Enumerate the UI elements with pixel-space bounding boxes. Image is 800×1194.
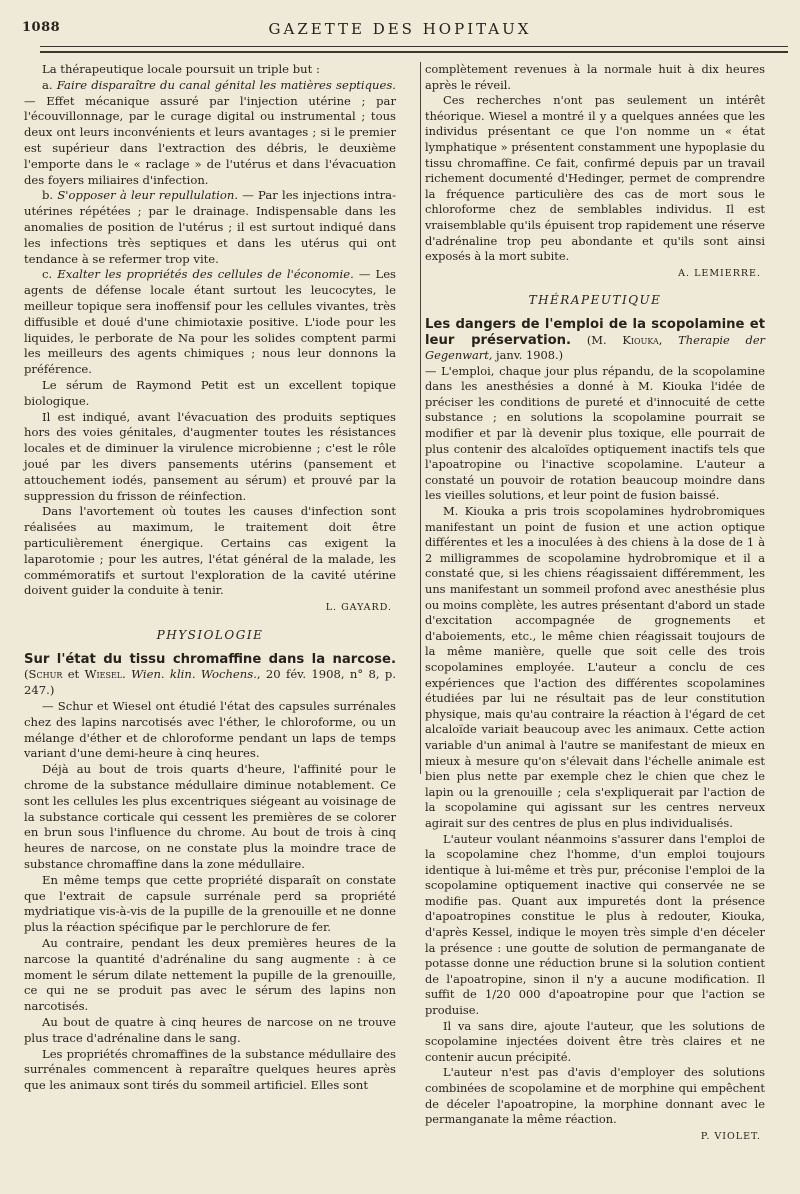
article-reference: , 20 fév. 1908, n° 8, p. 247.) xyxy=(24,667,397,698)
point-c-paragraph xyxy=(24,267,396,378)
abortion-paragraph: Dans l'avortement où toutes les causes d'infection sont réalisées au maximum, le traitement doit être particulièrement énergique. Certains cas exigent la laparotomie ; pour les autres, l'état général de la malade, les commémoratifs et surtout l'exploration de la cavité utérine doivent guider la conduite à tenir. xyxy=(24,504,396,598)
author-and: et xyxy=(67,667,80,682)
journal-name: Wien. klin. Wochens. xyxy=(131,667,257,682)
author-wiesel: Wiesel. xyxy=(84,667,126,682)
bout-paragraph: Au bout de quatre à cinq heures de narcose on ne trouve plus trace d'adrénaline dans le sang. xyxy=(24,1015,396,1045)
point-a-label: a. xyxy=(42,77,53,92)
signature-gayard: L. GAYARD. xyxy=(325,602,392,614)
column-divider xyxy=(420,62,421,774)
point-b-paragraph xyxy=(24,188,396,267)
point-b-title: S'opposer à leur repullulation. xyxy=(57,188,239,203)
point-a-paragraph xyxy=(24,78,396,189)
indication-paragraph: Il est indiqué, avant l'évacuation des produits septiques hors des voies génitales, d'augmenter toutes les résistances locales et de diminuer la virulence microbienne ; c'est le rôle joué par les divers pansements utérins (pansement et attouchement iodés, pansement au sérum) et prouvé par la suppression du frisson de réinfection. xyxy=(24,409,396,503)
article-scopolamine-heading xyxy=(425,317,765,364)
journal-name: Therapie der Gegenwart, xyxy=(425,332,766,363)
intro-paragraph: La thérapeutique locale poursuit un triple but : xyxy=(42,62,320,76)
continuation-paragraph: complètement revenues à la normale huit à dix heures après le réveil. xyxy=(425,62,765,92)
point-c-label: c. xyxy=(42,267,53,282)
proprietes-paragraph: Les propriétés chromaffines de la substance médullaire des surrénales commencent à reparaître quelques heures après que les animaux sont tirés du sommeil artificiel. Elles sont xyxy=(24,1046,396,1093)
section-therapeutique: THÉRAPEUTIQUE xyxy=(528,293,662,308)
article-ref-open: ( xyxy=(24,667,29,682)
recherches-paragraph: Ces recherches n'ont pas seulement un intérêt théorique. Wiesel a montré il y a quelques années que les individus présentant ce que l'on nomme un « état lymphatique » présentent constamment une hypoplasie du tissu chromaffine. Ce fait, confirmé depuis par un travail richement documenté d'Hedinger, permet de comprendre la fréquence particulière des cas de mort sous le chloroforme chez de semblables individus. Il est vraisemblable qu'ils épuisent trop rapidement une réserve d'adrénaline trop peu abondante et qu'ils sont ainsi exposés à la mort subite. xyxy=(425,93,765,264)
contraire-paragraph: Au contraire, pendant les deux premières heures de la narcose la quantité d'adrénaline du sang augmente : à ce moment le sérum dilate nettement la pupille de la grenouille, ce qui ne se produit pas avec le sérum des lapins non narcotisés. xyxy=(24,936,396,1014)
point-c-title: Exalter les propriétés des cellules de l'économie. xyxy=(57,267,354,282)
left-column xyxy=(24,62,396,1094)
signature-violet: P. VIOLET. xyxy=(700,1130,761,1142)
author-schur: Schur xyxy=(28,667,63,682)
header-rule xyxy=(40,46,788,47)
auteur-paragraph: L'auteur voulant néanmoins s'assurer dans l'emploi de la scopolamine chez l'homme, d'un emploi toujours identique à lui-même et très pur, préconise l'emploi de la scopolamine optiquement inactive qui conservée ne se modifie pas. Quant aux impuretés dont la présence d'apoatropines constitue le plus à redouter, Kiouka, d'après Kessel, indique le moyen très simple d'en déceler la présence : une goutte de solution de permanganate de potasse donne une réduction brune si la solution contient de l'apoatropine, sinon il n'y a aucune modification. Il suffit de 1/20 000 d'apoatropine pour que l'action se produise. xyxy=(425,831,765,1018)
serum-paragraph: Le sérum de Raymond Petit est un excellent topique biologique. xyxy=(24,377,396,408)
va-sans-dire-paragraph: Il va sans dire, ajoute l'auteur, que les solutions de scopolamine injectées doivent être très claires et ne contenir aucun précipité. xyxy=(425,1018,765,1064)
schur-paragraph: — Schur et Wiesel ont étudié l'état des capsules surrénales chez des lapins narcotisés avec l'éther, le chloroforme, ou un mélange d'éther et de chloroforme pendant un laps de temps variant d'une demi-heure à cinq heures. xyxy=(24,699,396,761)
point-b-body: — Par les injections intra-utérines répétées ; par le drainage. Indispensable dans les anomalies de position de l'utérus ; il est surtout indiqué dans les infections très septiques et dans les utérus qui ont tendance à se refermer trop vite. xyxy=(24,188,397,266)
signature-lemierre: A. LEMIERRE. xyxy=(678,267,761,279)
point-a-body: — Effet mécanique assuré par l'injection utérine ; par l'écouvillonnage, par le curage digital ou instrumental ; tous deux ont leurs inconvénients et leurs avantages ; si le premier est supérieur dans l'extraction des débris, le deuxième l'emporte dans le « raclage » de l'utérus et dans l'évacuation des foyers miliaires d'infection. xyxy=(24,93,396,187)
point-a-title: Faire disparaître du canal génital les matières septiques. xyxy=(56,77,396,92)
article-ref-open: (M. xyxy=(586,332,607,347)
section-physiologie: PHYSIOLOGIE xyxy=(156,627,264,642)
article-chromaffine-heading xyxy=(24,652,396,699)
article-chromaffine-title: Sur l'état du tissu chromaffine dans la narcose. xyxy=(24,651,396,667)
running-head: GAZETTE DES HOPITAUX xyxy=(268,20,532,38)
meme-temps-paragraph: En même temps que cette propriété disparaît on constate que l'extrait de capsule surrénale perd sa propriété mydriatique vis-à-vis de la pupille de la grenouille et ne donne plus la réaction spécifique par le perchlorure de fer. xyxy=(24,872,396,935)
point-b-label: b. xyxy=(42,188,54,203)
author-kiouka: Kiouka, xyxy=(622,332,663,347)
right-column xyxy=(425,62,765,1144)
article-reference: janv. 1908.) xyxy=(496,348,564,363)
point-c-body: — Les agents de défense locale étant surtout les leucocytes, le meilleur topique sera inoffensif pour les cellules vivantes, très diffusible et doué d'une chimiotaxie positive. L'iode pour les liquides, le perborate de Na pour les solides comptent parmi les meilleurs des agents chimiques ; nous leur donnons la préférence. xyxy=(24,267,397,377)
header-rule-thick xyxy=(40,51,788,53)
deja-paragraph: Déjà au bout de trois quarts d'heure, l'affinité pour le chrome de la substance médullaire diminue notablement. Ce sont les cellules les plus excentriques siégeant au voisinage de la substance corticale qui cessent les premières de se colorer en brun sous l'influence du chrome. Au bout de trois à cinq heures de narcose, on ne constate plus la moindre trace de substance chromaffine dans la zone médullaire. xyxy=(24,762,396,872)
kiouka-paragraph: M. Kiouka a pris trois scopolamines hydrobromiques manifestant un point de fusion et une action optique différentes et les a inoculées à des chiens à la dose de 1 à 2 milligrammes de scopolamine hydrobromique et il a constaté que, si les chiens réagissaient différemment, les uns manifestant un sommeil profond avec anesthésie plus ou moins complète, les autres présentant d'abord un stade d'excitation accompagnée de grognements et d'aboiements, etc., le même chien réagissait toujours de la même manière, quelle que soit celle des trois scopolamines employée. L'auteur a conclu de ces expériences que l'action des différentes scopolamines étudiées par lui ne résultait pas de leur constitution physique, mais qu'au contraire la réaction à l'égard de cet alcaloïde variait beaucoup avec les animaux. Cette action variable d'un animal à l'autre se manifestant de mieux en mieux à mesure qu'on s'élevait dans l'échelle animale est bien plus nette par exemple chez le chien que chez le lapin ou la grenouille ; cela s'expliquerait par l'action de la scopolamine qui agissant sur les centres nerveux agirait sur des centres de plus en plus individualisés. xyxy=(425,504,765,830)
avis-paragraph: L'auteur n'est pas d'avis d'employer des solutions combinées de scopolamine et de morphine qui empêchent de déceler l'apoatropine, la morphine donnant avec le permanganate la même réaction. xyxy=(425,1065,765,1127)
page-number: 1088 xyxy=(22,20,61,35)
article-scopolamine-title: Les dangers de l'emploi de la scopolamine et leur préservation. xyxy=(425,316,765,348)
emploi-paragraph: — L'emploi, chaque jour plus répandu, de la scopolamine dans les anesthésies a donné à M. Kiouka l'idée de préciser les conditions de pureté et d'innocuité de cette substance ; en solutions la scopolamine pourrait se modifier et par là devenir plus toxique, elle pourrait de plus contenir des alcaloïdes optiquement inactifs tels que l'apoatropine ou l'inactive scopolamine. L'auteur a constaté un pouvoir de rotation beaucoup moindre dans les vieilles solutions, et leur point de fusion baissé. xyxy=(425,363,765,503)
